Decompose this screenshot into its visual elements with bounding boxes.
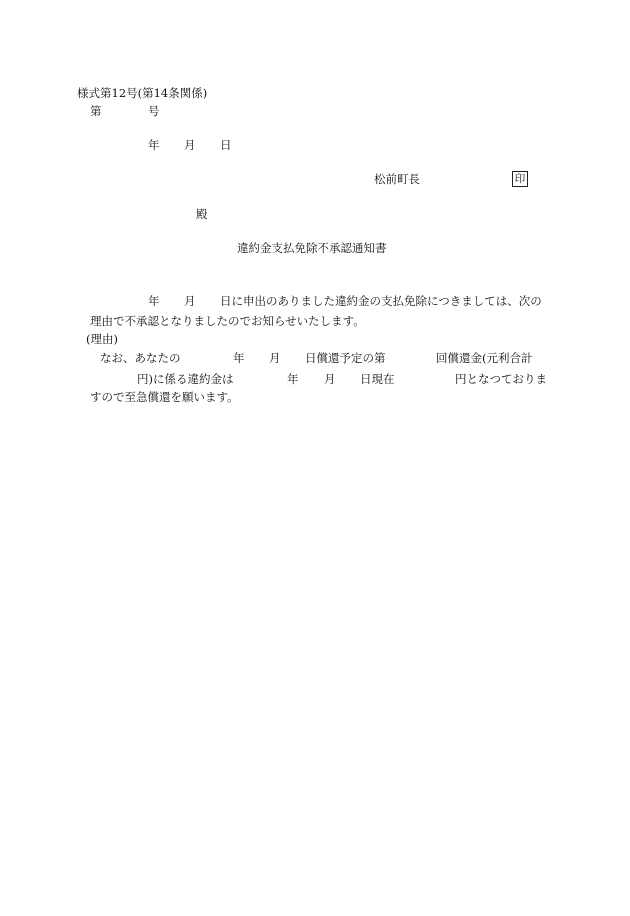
- form-number: 様式第12号(第14条関係): [77, 86, 208, 100]
- note-line-1-middle: 日償還予定の第: [305, 351, 386, 365]
- note-line-1-end: 回償還金(元利合計: [436, 351, 533, 365]
- seal-mark: 印: [512, 171, 528, 187]
- note-line-2-year: 年: [287, 372, 299, 386]
- note-line-1-start: なお、あなたの: [100, 351, 181, 365]
- note-line-2-start: 円)に係る違約金は: [137, 372, 234, 386]
- note-line-2-end: 円となつておりま: [455, 372, 547, 386]
- document-title: 違約金支払免除不承認通知書: [237, 241, 387, 255]
- body-line-2: 理由で不承認となりましたのでお知らせいたします。: [90, 314, 365, 328]
- document-number-suffix: 号: [148, 104, 160, 118]
- body-date-year: 年: [148, 294, 160, 308]
- date-month: 月: [184, 138, 196, 152]
- note-line-2-month: 月: [324, 372, 336, 386]
- note-line-3: すので至急償還を願います。: [90, 390, 239, 404]
- date-year: 年: [148, 138, 160, 152]
- note-line-1-year: 年: [233, 351, 245, 365]
- addressee-honorific: 殿: [196, 207, 208, 221]
- note-line-1-month: 月: [269, 351, 281, 365]
- date-day: 日: [220, 138, 232, 152]
- note-line-2-middle: 日現在: [360, 372, 395, 386]
- body-date-month: 月: [184, 294, 196, 308]
- issuer-name: 松前町長: [374, 172, 420, 186]
- reason-heading: (理由): [86, 332, 118, 346]
- document-number-prefix: 第: [90, 104, 102, 118]
- body-line-1: 日に申出のありました違約金の支払免除につきましては、次の: [220, 294, 542, 308]
